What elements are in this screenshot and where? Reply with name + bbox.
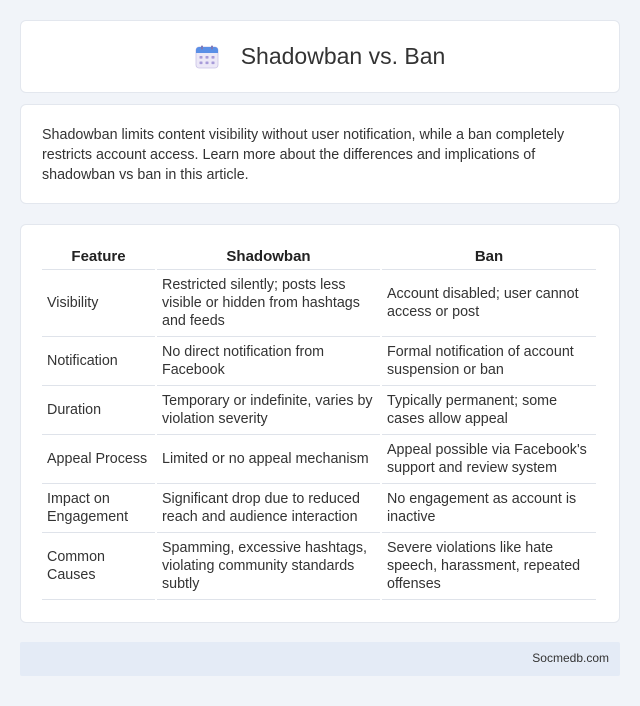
comparison-card — [20, 224, 620, 623]
header-shadowban: Shadowban — [157, 246, 380, 270]
title-wrap — [195, 43, 446, 70]
cell-feature: Appeal Process — [42, 435, 155, 484]
calendar-icon — [195, 45, 219, 69]
cell-ban: Formal notification of account suspension or ban — [382, 337, 596, 386]
page-title: Shadowban vs. Ban — [240, 43, 446, 69]
table-row — [42, 270, 596, 337]
footer-site-link[interactable]: Socmedb.com — [532, 651, 609, 665]
footer-bar — [20, 642, 620, 676]
cell-ban: No engagement as account is inactive — [382, 484, 596, 533]
comparison-table — [40, 246, 598, 600]
table-row — [42, 435, 596, 484]
cell-feature: Duration — [42, 386, 155, 435]
table-row — [42, 386, 596, 435]
cell-shadowban: Restricted silently; posts less visible or hidden from hashtags and feeds — [157, 270, 380, 337]
cell-feature: Common Causes — [42, 533, 155, 600]
table-row — [42, 337, 596, 386]
table-row — [42, 533, 596, 600]
header-feature: Feature — [42, 246, 155, 270]
cell-shadowban: Limited or no appeal mechanism — [157, 435, 380, 484]
table-header-row — [42, 246, 596, 270]
title-card — [20, 20, 620, 93]
header-ban: Ban — [382, 246, 596, 270]
table-row — [42, 484, 596, 533]
cell-feature: Visibility — [42, 270, 155, 337]
cell-feature: Impact on Engagement — [42, 484, 155, 533]
cell-ban: Severe violations like hate speech, harassment, repeated offenses — [382, 533, 596, 600]
cell-ban: Account disabled; user cannot access or post — [382, 270, 596, 337]
cell-shadowban: No direct notification from Facebook — [157, 337, 380, 386]
cell-feature: Notification — [42, 337, 155, 386]
intro-paragraph: Shadowban limits content visibility without user notification, while a ban completely restricts account access. Learn more about the differences and implications of shadowban vs ban in this article. — [42, 127, 565, 183]
cell-shadowban: Significant drop due to reduced reach and audience interaction — [157, 484, 380, 533]
cell-shadowban: Spamming, excessive hashtags, violating community standards subtly — [157, 533, 380, 600]
cell-ban: Typically permanent; some cases allow appeal — [382, 386, 596, 435]
cell-ban: Appeal possible via Facebook's support and review system — [382, 435, 596, 484]
intro-card — [20, 104, 620, 204]
cell-shadowban: Temporary or indefinite, varies by violation severity — [157, 386, 380, 435]
